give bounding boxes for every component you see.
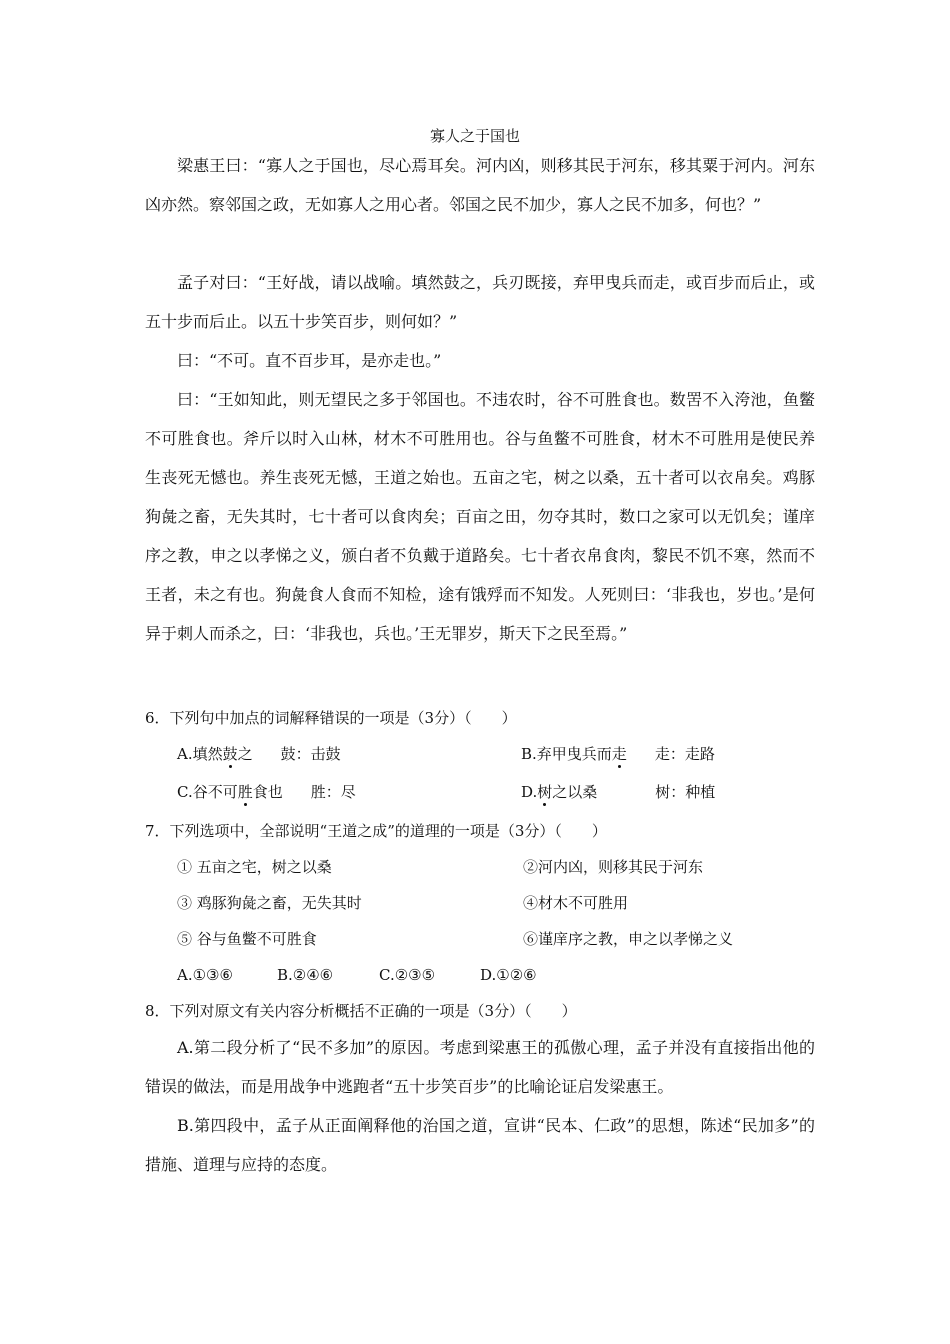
item-6: ⑥谨庠序之教，申之以孝悌之义 <box>523 930 734 948</box>
choice-a: A.①③⑥ <box>177 966 233 984</box>
option-a <box>177 744 341 764</box>
gloss: 鼓：击鼓 <box>280 745 341 763</box>
item-5: ⑤ 谷与鱼鳖不可胜食 <box>177 930 317 948</box>
gloss: 树：种植 <box>655 783 716 801</box>
question-7 <box>145 821 825 991</box>
passage-text: 梁惠王曰：“寡人之于国也，尽心焉耳矣。河内凶，则移其民于河东，移其粟于河内。河东凶亦然。察邻国之政，无如寡人之用心者。邻国之民不加少，寡人之民不加多，何也？” <box>145 156 815 214</box>
option-d <box>521 782 715 802</box>
choice-d: D.①②⑥ <box>480 966 537 984</box>
choice-b: B.②④⑥ <box>277 966 334 984</box>
item-2: ②河内凶，则移其民于河东 <box>523 858 704 876</box>
passage-para-3 <box>145 341 815 380</box>
passage-text: 曰：“王如知此，则无望民之多于邻国也。不违农时，谷不可胜食也。数罟不入洿池，鱼鳖不可胜食也。斧斤以时入山林，材木不可胜用也。谷与鱼鳖不可胜食，材木不可胜用是使民养生丧死无憾也。养生丧死无憾，王道之始也。五亩之宅，树之以桑，五十者可以衣帛矣。鸡豚狗彘之畜，无失其时，七十者可以食肉矣；百亩之田，勿夺其时，数口之家可以无饥矣；谨庠序之教，申之以孝悌之义，颁白者不负戴于道路矣。七十者衣帛食肉，黎民不饥不寒，然而不王者，未之有也。狗彘食人食而不知检，途有饿殍而不知发。人死则曰：‘非我也，岁也。’是何异于刺人而杀之，曰：‘非我也，兵也。’王无罪岁，斯天下之民至焉。” <box>145 390 815 643</box>
passage-text: 曰：“不可。直不百步耳，是亦走也。” <box>177 351 442 370</box>
option-text: B.弃甲曳兵而 <box>521 745 612 763</box>
option-text: 食也 <box>252 783 283 801</box>
gloss: 走：走路 <box>654 745 715 763</box>
question-stem: 7．下列选项中，全部说明“王道之成”的道理的一项是（3分）（ ） <box>145 822 607 840</box>
dotted-word: 树 <box>537 783 553 801</box>
passage-para-2 <box>145 263 815 341</box>
passage-text: 孟子对曰：“王好战，请以战喻。填然鼓之，兵刃既接，弃甲曳兵而走，或百步而后止，或五十步而后止。以五十步笑百步，则何如？” <box>145 273 815 331</box>
passage-para-1 <box>145 146 815 224</box>
question-6 <box>145 708 825 808</box>
option-a <box>145 1028 815 1106</box>
passage-para-4 <box>145 380 815 653</box>
question-stem: 6．下列句中加点的词解释错误的一项是（3分）（ ） <box>145 709 517 727</box>
option-b <box>521 744 715 764</box>
question-stem: 8．下列对原文有关内容分析概括不正确的一项是（3分）（ ） <box>145 1002 577 1020</box>
gloss: 胜：尽 <box>310 783 356 801</box>
dotted-word: 走 <box>611 745 627 763</box>
question-8 <box>145 1001 825 1025</box>
option-text: 之 <box>237 745 253 763</box>
passage-title: 寡人之于国也 <box>429 127 520 145</box>
option-text: 之以桑 <box>552 783 598 801</box>
option-text: B.第四段中，孟子从正面阐释他的治国之道，宣讲“民本、仁政”的思想，陈述“民加多”的措施、道理与应持的态度。 <box>145 1116 815 1174</box>
item-1: ① 五亩之宅，树之以桑 <box>177 858 332 876</box>
option-text: A.第二段分析了“民不多加”的原因。考虑到梁惠王的孤傲心理，孟子并没有直接指出他的错误的做法，而是用战争中逃跑者“五十步笑百步”的比喻论证启发梁惠王。 <box>145 1038 815 1096</box>
item-3: ③ 鸡豚狗彘之畜，无失其时 <box>177 894 362 912</box>
option-c <box>177 782 356 802</box>
option-b <box>145 1106 815 1184</box>
option-text: A.填然 <box>177 745 223 763</box>
item-4: ④材木不可胜用 <box>523 894 629 912</box>
choice-c: C.②③⑤ <box>379 966 436 984</box>
dotted-word: 胜 <box>237 783 253 801</box>
option-text: C.谷不可 <box>177 783 238 801</box>
dotted-word: 鼓 <box>222 745 238 763</box>
option-text: D. <box>521 783 538 801</box>
